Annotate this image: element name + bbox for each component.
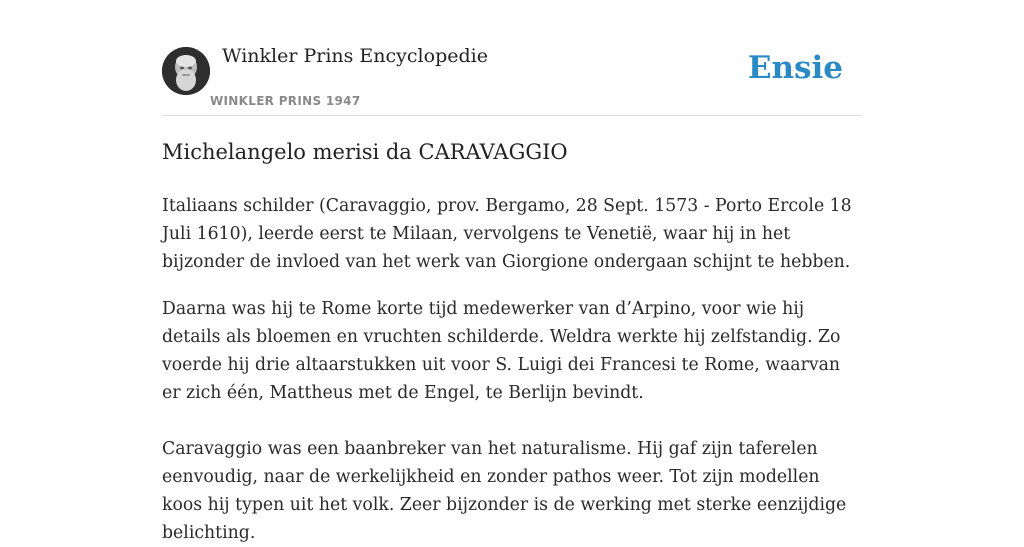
ensie-logo[interactable]: Ensie	[747, 50, 843, 86]
page	[162, 0, 862, 543]
article-title: Michelangelo merisi da CARAVAGGIO	[162, 140, 568, 164]
header	[162, 0, 862, 116]
article-paragraph: Italiaans schilder (Caravaggio, prov. Bergamo, 28 Sept. 1573 - Porto Ercole 18 Juli 1610), leerde eerst te Milaan, vervolgens te Venetië, waar hij in het bijzonder de invloed van het werk van Giorgione ondergaan schijnt te hebben.	[162, 196, 852, 272]
author-portrait-icon	[162, 47, 210, 95]
site-title[interactable]: Winkler Prins Encyclopedie	[222, 45, 488, 67]
source-label: WINKLER PRINS 1947	[210, 94, 361, 108]
article-paragraph: Caravaggio was een baanbreker van het naturalisme. Hij gaf zijn taferelen eenvoudig, naar de werkelijkheid en zonder pathos weer. Tot zijn modellen koos hij typen uit het volk. Zeer bijzonder is de werking met sterke eenzijdige belichting.	[162, 439, 847, 543]
avatar[interactable]	[162, 47, 210, 95]
article-paragraph: Daarna was hij te Rome korte tijd medewerker van d’Arpino, voor wie hij details als bloemen en vruchten schilderde. Weldra werkte hij zelfstandig. Zo voerde hij drie altaarstukken uit voor S. Luigi dei Francesi te Rome, waarvan er zich één, Mattheus met de Engel, te Berlijn bevindt.	[162, 299, 841, 403]
